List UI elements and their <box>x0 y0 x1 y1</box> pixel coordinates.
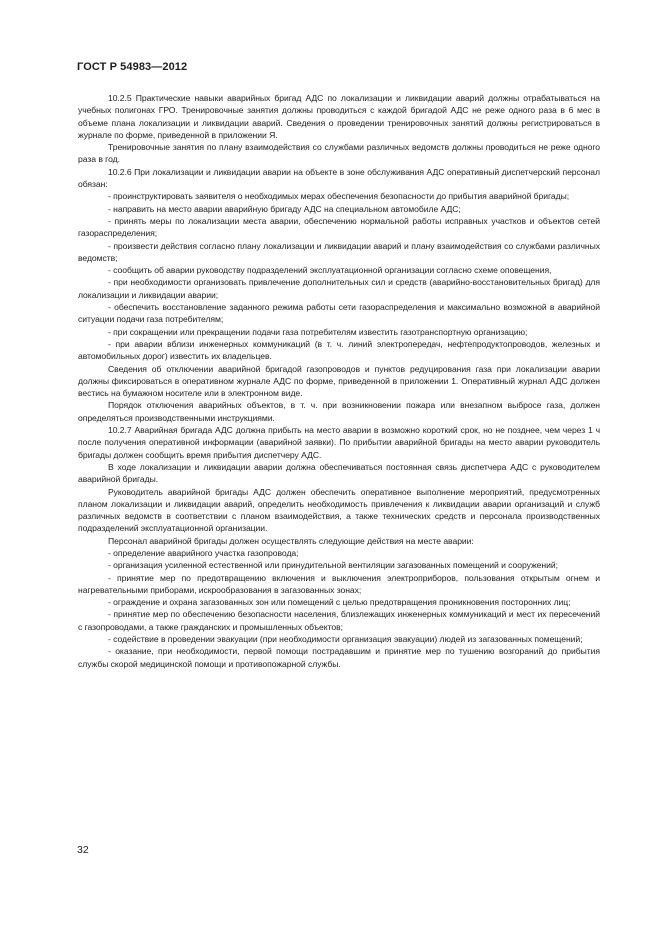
paragraph: 10.2.6 При локализации и ликвидации аварии на объекте в зоне обслуживания АДС оперативный диспетчерский персонал обязан: <box>78 166 600 190</box>
list-item: - направить на место аварии аварийную бригаду АДС на специальном автомобиле АДС; <box>108 203 461 214</box>
document-body <box>78 92 600 670</box>
list-item: - ограждение и охрана загазованных зон или помещений с целью предотвращения проникновения посторонних лиц; <box>108 597 571 608</box>
paragraph: 10.2.7 Аварийная бригада АДС должна прибыть на место аварии в возможно короткий срок, но не позднее, чем через 1 ч после получения оперативной информации (аварийной заявки). По прибытии аварийной бригады на место аварии руководитель бригады должен сообщить время прибытия диспетчеру АДС. <box>78 425 600 460</box>
list-item: - определение аварийного участка газопровода; <box>108 547 299 558</box>
paragraph: Сведения об отключении аварийной бригадой газопроводов и пунктов редуцирования газа при локализации аварии должны фиксироваться в оперативном журнале АДС по форме, приведенной в приложении 1. Оперативный журнал АДС должен вестись на бумажном носителе или в электронном виде. <box>78 363 600 399</box>
document-header: ГОСТ Р 54983—2012 <box>77 61 188 73</box>
list-item: - сообщить об аварии руководству подразделений эксплуатационной организации согласно схеме оповещения, <box>108 265 552 276</box>
list-item: - содействие в проведении эвакуации (при необходимости организация эвакуации) людей из загазованных помещений; <box>108 634 583 645</box>
list-item: - проинструктировать заявителя о необходимых мерах обеспечения безопасности до прибытия аварийной бригады; <box>108 191 570 202</box>
paragraph: Тренировочные занятия по плану взаимодействия со службами различных ведомств должны проводиться не реже одного раза в год. <box>78 142 600 165</box>
list-item: - принятие мер по предотвращению включения и выключения электроприборов, пользования открытым огнем и нагревательными приборами, искрообразования в загазованных зонах; <box>78 572 600 595</box>
list-item: - принятие мер по обеспечению безопасности населения, близлежащих инженерных коммуникаций и мест их пересечений с газопроводами, а также гражданских и промышленных объектов; <box>78 609 600 632</box>
list-item: - оказание, при необходимости, первой помощи пострадавшим и принятие мер по тушению возгораний до прибытия службы скорой медицинской помощи и противопожарной службы. <box>78 646 600 669</box>
list-item: - обеспечить восстановление заданного режима работы сети газораспределения и максимально возможной в аварийной ситуации подачи газа потребителям; <box>78 302 600 325</box>
page-number: 32 <box>77 844 89 856</box>
paragraph: 10.2.5 Практические навыки аварийных бригад АДС по локализации и ликвидации аварий должны отрабатываться на учебных полигонах ГРО. Тренировочные занятия должны проводиться с каждой бригадой АДС не реже одного раза в 6 мес в объеме плана локализации и ликвидации аварий. Сведения о проведении тренировочных занятий должны регистрироваться в журнале по форме, приведенной в приложении Я. <box>78 93 600 140</box>
paragraph: Руководитель аварийной бригады АДС должен обеспечить оперативное выполнение мероприятий, предусмотренных планом локализации и ликвидации аварий, определить необходимость привлечения к ликвидации аварии организаций и служб различных ведомств в соответствии с планом взаимодействия, а также технических средств и персонала производственных подразделений эксплуатационной организации. <box>78 486 600 534</box>
list-item: - при сокращении или прекращении подачи газа потребителям известить газотранспортную организацию; <box>108 326 528 337</box>
list-item: - произвести действия согласно плану локализации и ликвидации аварий и плану взаимодействия со службами различных ведомств; <box>78 240 600 263</box>
paragraph: Персонал аварийной бригады должен осуществлять следующие действия на месте аварии: <box>108 535 474 546</box>
paragraph: Порядок отключения аварийных объектов, в т. ч. при возникновении пожара или внезапном выбросе газа, должен определяться производственными инструкциями. <box>78 400 600 423</box>
list-item: - организация усиленной естественной или принудительной вентиляции загазованных помещений и сооружений; <box>108 560 558 571</box>
list-item: - при аварии вблизи инженерных коммуникаций (в т. ч. линий электропередач, нефтепродуктопроводов, железных и автомобильных дорог) известить их владельцев. <box>78 338 600 362</box>
paragraph: В ходе локализации и ликвидации аварии должна обеспечиваться постоянная связь диспетчера АДС с руководителем аварийной бригады. <box>78 461 600 485</box>
list-item: - принять меры по локализации места аварии, обеспечению нормальной работы исправных участков и объектов сетей газораспределения; <box>78 215 600 239</box>
list-item: - при необходимости организовать привлечение дополнительных сил и средств (аварийно-восстановительных бригад) для локализации и ликвидации аварии; <box>78 277 600 300</box>
